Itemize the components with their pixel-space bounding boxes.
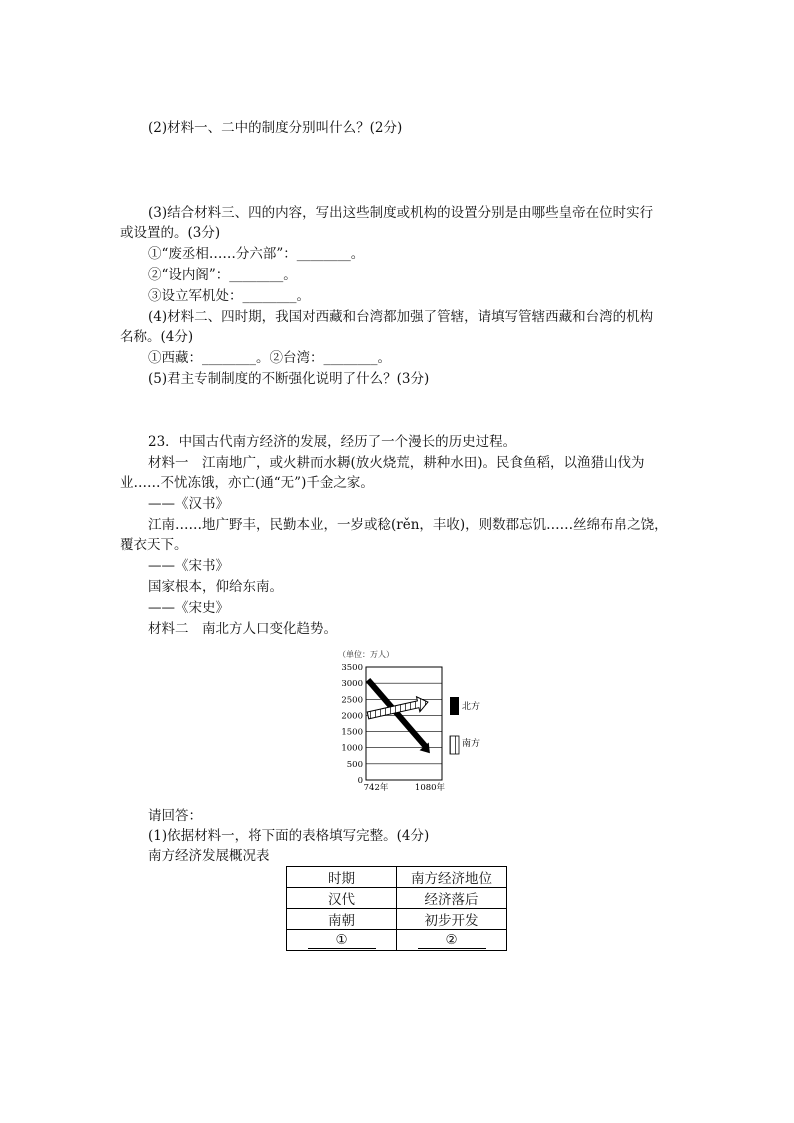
table-row	[287, 909, 507, 930]
y-tick-label: 2500	[341, 695, 363, 706]
question-5: (5)君主专制制度的不断强化说明了什么？(3分)	[148, 371, 430, 387]
y-tick-label: 2000	[341, 711, 363, 722]
question-3-line1: (3)结合材料三、四的内容，写出这些制度或机构的设置分别是由哪些皇帝在位时实行	[148, 205, 654, 221]
source-songshi: ——《宋史》	[148, 600, 229, 616]
legend-label-north: 北方	[462, 702, 481, 712]
question-3-item1: ①“废丞相……分六部”：________。	[148, 246, 365, 262]
table-cell: 南朝	[287, 909, 397, 930]
source-songshu: ——《宋书》	[148, 558, 229, 574]
table-row	[287, 930, 507, 951]
blank-label: ②	[418, 932, 486, 949]
material-2-caption: 材料二 南北方人口变化趋势。	[148, 621, 337, 637]
x-tick-label: 742年	[363, 783, 389, 793]
answer-blank-1[interactable]	[287, 930, 397, 951]
chart-title: （单位：万人）	[338, 650, 394, 659]
x-tick-label: 1080年	[414, 783, 446, 793]
question-3-line2: 或设置的。(3分)	[120, 225, 221, 241]
table-header-status: 南方经济地位	[397, 867, 507, 888]
y-tick-label: 3500	[341, 663, 363, 673]
table-header-period: 时期	[287, 867, 397, 888]
answer-blank-2[interactable]	[397, 930, 507, 951]
question-3-item2: ②“设内阁”：________。	[148, 267, 297, 283]
blank-label: ①	[308, 932, 376, 949]
y-tick-label: 0	[357, 776, 363, 786]
answer-question-1: (1)依据材料一，将下面的表格填写完整。(4分)	[148, 828, 430, 844]
material-1-line1: 材料一 江南地广，或火耕而水耨(放火烧荒，耕种水田)。民食鱼稻，以渔猎山伐为	[148, 455, 645, 471]
legend-swatch-south	[450, 736, 459, 754]
material-1-line4: 覆衣天下。	[120, 537, 188, 553]
table-header-row	[287, 867, 507, 888]
question-3-item3: ③设立军机处：________。	[148, 288, 310, 304]
question-4-items: ①西藏：________。②台湾：________。	[148, 350, 391, 366]
table-title: 南方经济发展概况表	[148, 848, 270, 864]
question-2: (2)材料一、二中的制度分别叫什么？(2分)	[148, 120, 403, 136]
table-cell: 汉代	[287, 888, 397, 909]
legend-label-south: 南方	[462, 739, 481, 749]
table-cell: 初步开发	[397, 909, 507, 930]
answer-prompt: 请回答：	[148, 808, 202, 824]
table-cell: 经济落后	[397, 888, 507, 909]
y-tick-label: 500	[346, 759, 363, 770]
material-1-line5: 国家根本，仰给东南。	[148, 579, 283, 595]
y-tick-label: 3000	[341, 679, 363, 690]
question-4-line1: (4)材料二、四时期，我国对西藏和台湾都加强了管辖，请填写管辖西藏和台湾的机构	[148, 309, 654, 325]
question-4-line2: 名称。(4分)	[120, 329, 194, 345]
source-hanshu: ——《汉书》	[148, 496, 229, 512]
population-chart	[330, 648, 520, 798]
y-tick-label: 1500	[341, 727, 363, 738]
south-economy-table	[286, 866, 507, 951]
y-tick-label: 1000	[341, 743, 363, 754]
question-23: 23．中国古代南方经济的发展，经历了一个漫长的历史过程。	[148, 434, 517, 450]
material-1-line3: 江南……地广野丰，民勤本业，一岁或稔(rěn，丰收)，则数郡忘饥……丝绵布帛之饶，	[148, 517, 668, 533]
legend-swatch-north	[450, 697, 459, 715]
material-1-line2: 业……不忧冻饿，亦亡(通“无”)千金之家。	[120, 475, 374, 491]
table-row	[287, 888, 507, 909]
